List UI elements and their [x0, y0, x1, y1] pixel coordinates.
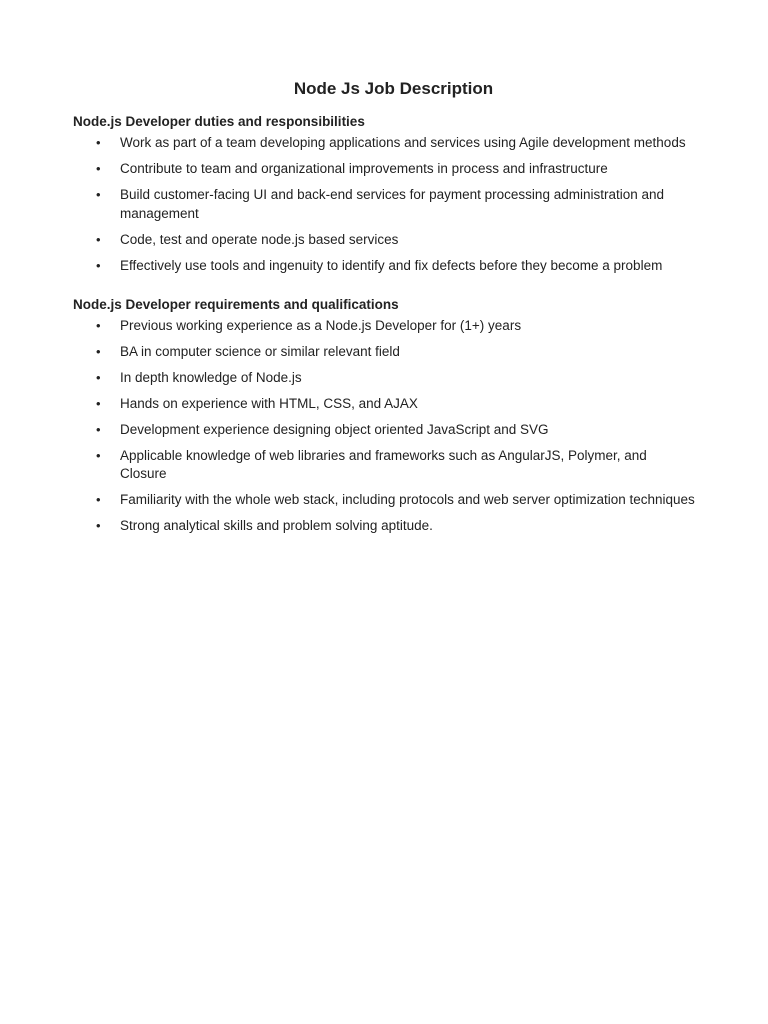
requirements-section: [73, 296, 696, 536]
bullet-icon: •: [96, 492, 101, 507]
bullet-icon: •: [96, 395, 101, 411]
list-item: [73, 517, 696, 536]
document-title: Node Js Job Description: [293, 79, 494, 98]
list-item-text: Effectively use tools and ingenuity to identify and fix defects before they become a problem: [120, 257, 663, 273]
list-item: [73, 421, 696, 440]
list-item: [73, 369, 696, 388]
list-item: [73, 491, 696, 510]
list-item-text: Contribute to team and organizational improvements in process and infrastructure: [120, 161, 608, 176]
bullet-icon: •: [96, 421, 101, 437]
list-item: [73, 134, 696, 153]
list-item-text: Work as part of a team developing applications and services using Agile development methods: [120, 135, 686, 150]
list-item-text: Development experience designing object oriented JavaScript and SVG: [120, 421, 549, 437]
requirements-list: [73, 317, 696, 536]
bullet-icon: •: [96, 161, 101, 176]
bullet-icon: •: [96, 317, 101, 333]
section-heading-requirements: Node.js Developer requirements and qualifications: [73, 296, 399, 312]
list-item: [73, 160, 696, 179]
list-item-text: Strong analytical skills and problem solving aptitude.: [120, 518, 433, 533]
list-item: [73, 395, 696, 414]
bullet-icon: •: [96, 187, 101, 202]
list-item: [73, 231, 696, 250]
list-item: [73, 257, 696, 276]
bullet-icon: •: [96, 343, 101, 359]
list-item: [73, 343, 696, 362]
bullet-icon: •: [96, 369, 101, 385]
list-item-text: BA in computer science or similar relevant field: [120, 343, 400, 359]
duties-list: [73, 134, 696, 275]
list-item-text: Hands on experience with HTML, CSS, and AJAX: [120, 395, 418, 411]
duties-section: [73, 113, 696, 275]
list-item: [73, 317, 696, 336]
bullet-icon: •: [96, 135, 101, 150]
list-item-text: Applicable knowledge of web libraries and frameworks such as AngularJS, Polymer, and Closure: [120, 447, 647, 481]
list-item-text: Build customer-facing UI and back-end services for payment processing administration and management: [120, 187, 665, 221]
list-item-text: In depth knowledge of Node.js: [120, 369, 302, 385]
list-item: [73, 447, 696, 484]
list-item-text: Previous working experience as a Node.js Developer for (1+) years: [120, 317, 522, 333]
bullet-icon: •: [96, 231, 101, 247]
list-item-text: Familiarity with the whole web stack, including protocols and web server optimization techniques: [120, 492, 695, 507]
section-heading-duties: Node.js Developer duties and responsibilities: [73, 114, 365, 129]
bullet-icon: •: [96, 447, 101, 463]
bullet-icon: •: [96, 518, 101, 533]
section-divider: [73, 283, 696, 296]
list-item: [73, 186, 696, 223]
list-item-text: Code, test and operate node.js based services: [120, 231, 399, 247]
bullet-icon: •: [96, 257, 101, 273]
